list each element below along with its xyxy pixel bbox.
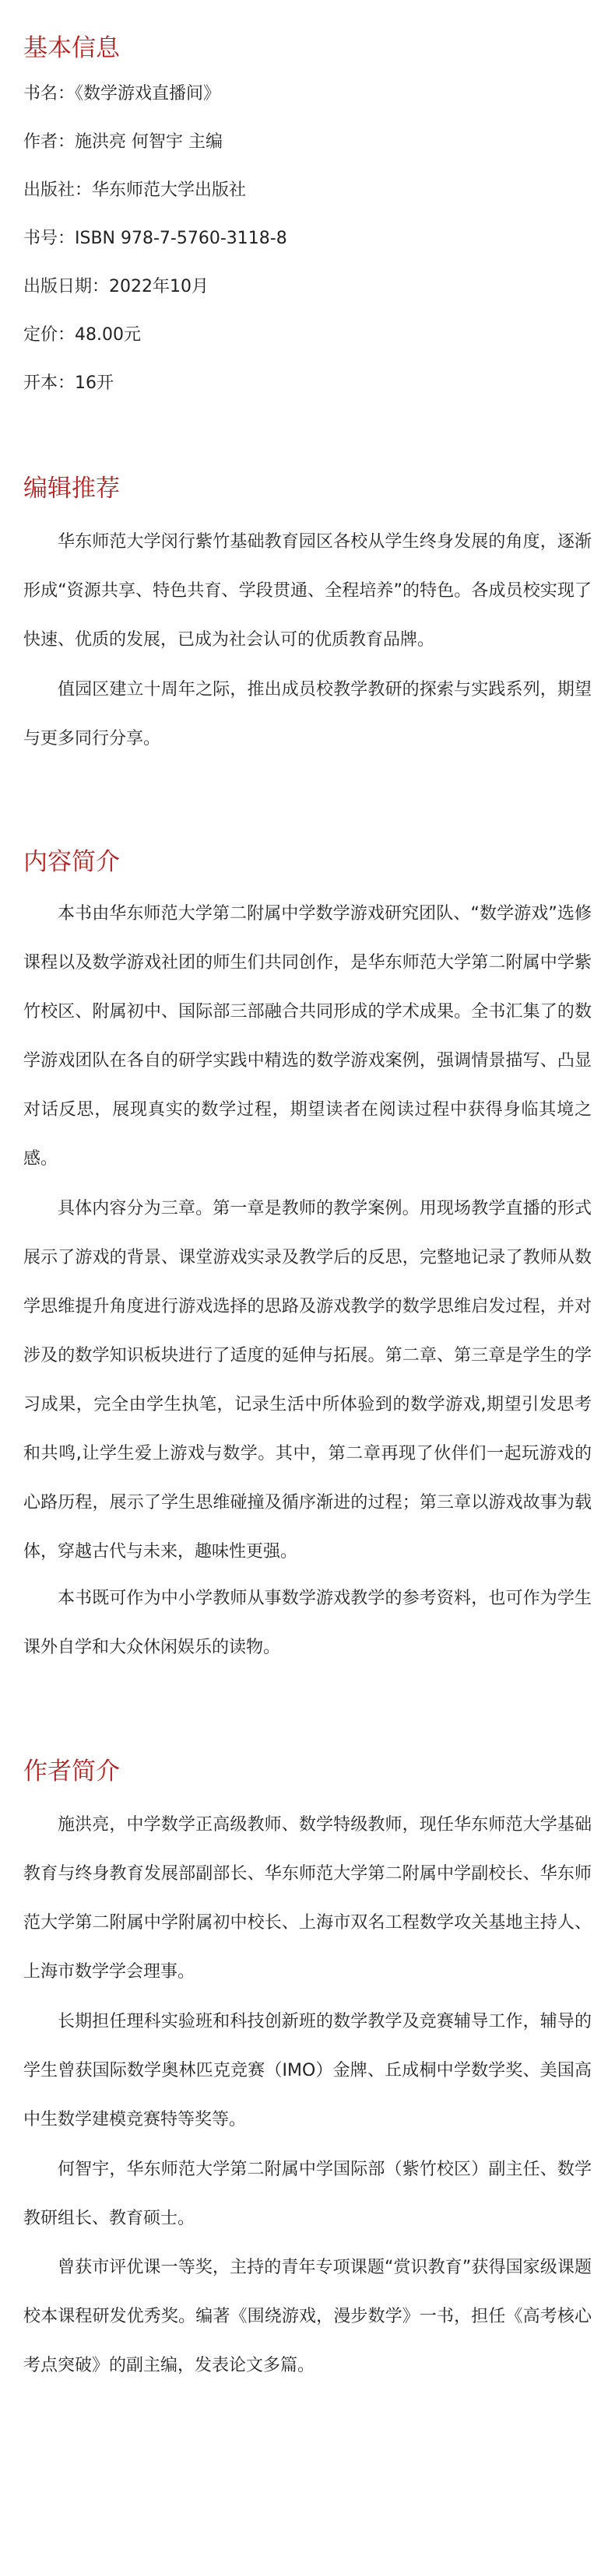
book-title-line: 书名：《数学游戏直播间》 [23, 84, 221, 103]
publisher-line: 出版社：华东师范大学出版社 [23, 180, 247, 200]
content-intro-paragraph: 本书既可作为中小学教师从事数学游戏教学的参考资料，也可作为学生课外自学和大众休闲娱乐的读物。 [23, 1589, 592, 1657]
publish-date-line: 出版日期：2022年10月 [23, 277, 209, 296]
author-intro-paragraph: 长期担任理科实验班和科技创新班的数学教学及竞赛辅导工作，辅导的学生曾获国际数学奥林匹克竞赛（IMO）金牌、丘成桐中学数学奖、美国高中生数学建模竞赛特等奖等。 [23, 2012, 592, 2129]
isbn-line: 书号：ISBN 978-7-5760-3118-8 [23, 229, 287, 248]
basic-info-title: 基本信息 [23, 34, 120, 62]
content-intro-paragraph: 具体内容分为三章。第一章是教师的教学案例。用现场教学直播的形式展示了游戏的背景、课堂游戏实录及教学后的反思，完整地记录了教师从数学思维提升角度进行游戏选择的思路及游戏教学的数学思维启发过程，并对涉及的数学知识板块进行了适度的延伸与拓展。第二章、第三章是学生的学习成果，完全由学生执笔，记录生活中所体验到的数学游戏,期望引发思考和共鸣,让学生爱上游戏与数学。其中，第二章再现了伙伴们一起玩游戏的心路历程，展示了学生思维碰撞及循序渐进的过程；第三章以游戏故事为载体，穿越古代与未来，趣味性更强。 [23, 1199, 592, 1561]
editor-recommendation-title: 编辑推荐 [23, 475, 120, 503]
author-line: 作者：施洪亮 何智宇 主编 [23, 132, 223, 152]
editor-recommendation-paragraph: 华东师范大学闵行紫竹基础教育园区各校从学生终身发展的角度，逐渐形成“资源共享、特色共育、学段贯通、全程培养”的特色。各成员校实现了快速、优质的发展，已成为社会认可的优质教育品牌。 [23, 532, 592, 650]
author-intro-paragraph: 曾获市评优课一等奖，主持的青年专项课题“赏识教育”获得国家级课题校本课程研发优秀奖。编著《围绕游戏，漫步数学》一书，担任《高考核心考点突破》的副主编，发表论文多篇。 [23, 2258, 592, 2375]
author-intro-title: 作者简介 [23, 1758, 120, 1786]
content-intro-title: 内容简介 [23, 848, 120, 876]
author-intro-paragraph: 何智宇，华东师范大学第二附属中学国际部（紫竹校区）副主任、数学教研组长、教育硕士。 [23, 2160, 592, 2228]
format-line: 开本：16开 [23, 373, 114, 393]
content-intro-paragraph: 本书由华东师范大学第二附属中学数学游戏研究团队、“数学游戏”选修课程以及数学游戏社团的师生们共同创作，是华东师范大学第二附属中学紫竹校区、附属初中、国际部三部融合共同形成的学术成果。全书汇集了的数学游戏团队在各自的研学实践中精选的数学游戏案例，强调情景描写、凸显对话反思，展现真实的数学过程，期望读者在阅读过程中获得身临其境之感。 [23, 904, 592, 1169]
editor-recommendation-paragraph: 值园区建立十周年之际，推出成员校教学教研的探索与实践系列，期望与更多同行分享。 [23, 680, 592, 748]
price-line: 定价：48.00元 [23, 325, 141, 345]
author-intro-paragraph: 施洪亮，中学数学正高级教师、数学特级教师，现任华东师范大学基础教育与终身教育发展部副部长、华东师范大学第二附属中学副校长、华东师范大学第二附属中学附属初中校长、上海市双名工程数学攻关基地主持人、上海市数学学会理事。 [23, 1815, 592, 1982]
